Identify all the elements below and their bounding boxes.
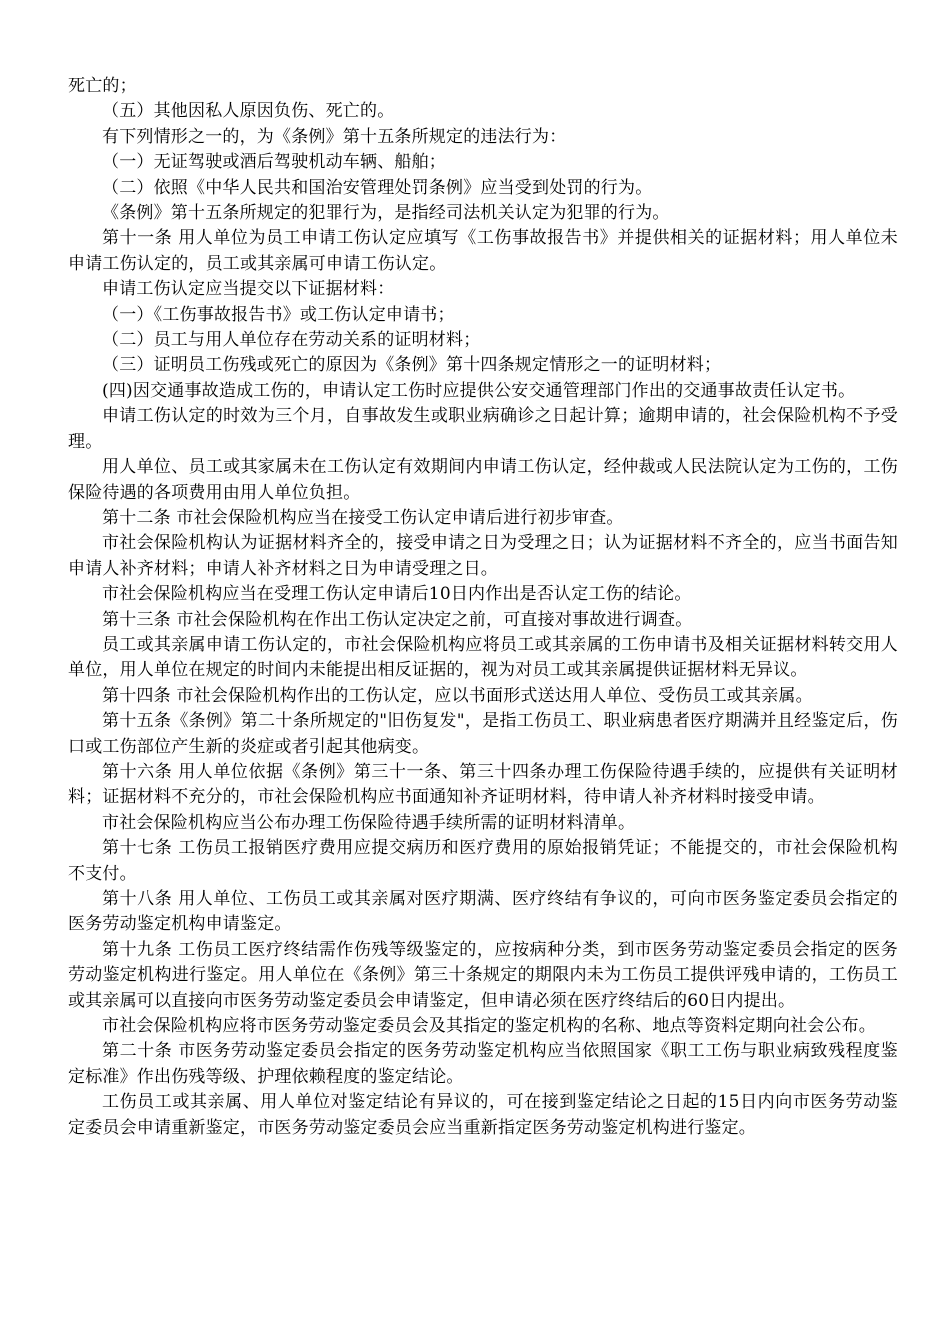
paragraph: 死亡的；	[68, 76, 137, 96]
paragraph: 市社会保险机构应当公布办理工伤保险待遇手续所需的证明材料清单。	[102, 812, 636, 833]
article-14-paragraph: 第十四条 市社会保险机构作出的工伤认定，应以书面形式送达用人单位、受伤员工或其亲属。	[102, 685, 813, 706]
article-11-paragraph: 第十一条 用人单位为员工申请工伤认定应填写《工伤事故报告书》并提供相关的证据材料；用人单位未申请工伤认定的，员工或其亲属可申请工伤认定。	[68, 228, 898, 274]
article-20-paragraph: 第二十条 市医务劳动鉴定委员会指定的医务劳动鉴定机构应当依照国家《职工工伤与职业病致残程度鉴定标准》作出伤残等级、护理依赖程度的鉴定结论。	[68, 1041, 898, 1087]
article-13-paragraph: 第十三条 市社会保险机构在作出工伤认定决定之前，可直接对事故进行调查。	[102, 609, 693, 630]
paragraph: （五）其他因私人原因负伤、死亡的。	[102, 101, 395, 122]
paragraph: 用人单位、员工或其家属未在工伤认定有效期间内申请工伤认定，经仲裁或人民法院认定为工伤的，工伤保险待遇的各项费用由用人单位负担。	[68, 457, 898, 503]
paragraph: 《条例》第十五条所规定的犯罪行为，是指经司法机关认定为犯罪的行为。	[102, 203, 670, 224]
paragraph: 市社会保险机构应当在受理工伤认定申请后10日内作出是否认定工伤的结论。	[102, 584, 692, 605]
paragraph: 市社会保险机构认为证据材料齐全的，接受申请之日为受理之日；认为证据材料不齐全的，应当书面告知申请人补齐材料；申请人补齐材料之日为申请受理之日。	[68, 533, 898, 579]
article-12-paragraph: 第十二条 市社会保险机构应当在接受工伤认定申请后进行初步审查。	[102, 507, 624, 528]
paragraph: 员工或其亲属申请工伤认定的，市社会保险机构应将员工或其亲属的工伤申请书及相关证据材料转交用人单位，用人单位在规定的时间内未能提出相反证据的，视为对员工或其亲属提供证据材料无异议。	[68, 634, 898, 681]
paragraph: （二）依照《中华人民共和国治安管理处罚条例》应当受到处罚的行为。	[102, 177, 653, 198]
paragraph: (四)因交通事故造成工伤的，申请认定工伤时应提供公安交通管理部门作出的交通事故责任认定书。	[102, 380, 856, 401]
paragraph: 市社会保险机构应将市医务劳动鉴定委员会及其指定的鉴定机构的名称、地点等资料定期向社会公布。	[102, 1016, 876, 1037]
article-15-paragraph: 第十五条《条例》第二十条所规定的"旧伤复发"，是指工伤员工、职业病患者医疗期满并且经鉴定后，伤口或工伤部位产生新的炎症或者引起其他病变。	[68, 711, 898, 757]
paragraph: （二）员工与用人单位存在劳动关系的证明材料；	[102, 330, 481, 351]
paragraph: 工伤员工或其亲属、用人单位对鉴定结论有异议的，可在接到鉴定结论之日起的15日内向市医务劳动鉴定委员会申请重新鉴定，市医务劳动鉴定委员会应当重新指定医务劳动鉴定机构进行鉴定。	[68, 1092, 898, 1138]
paragraph: 申请工伤认定应当提交以下证据材料：	[102, 279, 395, 300]
document-page	[68, 74, 898, 1141]
paragraph: （一）《工伤事故报告书》或工伤认定申请书；	[102, 304, 455, 325]
paragraph: （一）无证驾驶或酒后驾驶机动车辆、船舶；	[102, 152, 446, 173]
article-17-paragraph: 第十七条 工伤员工报销医疗费用应提交病历和医疗费用的原始报销凭证；不能提交的，市社会保险机构不支付。	[68, 838, 898, 884]
paragraph: （三）证明员工伤残或死亡的原因为《条例》第十四条规定情形之一的证明材料；	[102, 355, 722, 376]
article-16-paragraph: 第十六条 用人单位依据《条例》第三十一条、第三十四条办理工伤保险待遇手续的，应提供有关证明材料；证据材料不充分的，市社会保险机构应书面通知补齐证明材料，待申请人补齐材料时接受申请。	[68, 761, 898, 808]
paragraph: 有下列情形之一的，为《条例》第十五条所规定的违法行为：	[102, 126, 567, 147]
article-18-paragraph: 第十八条 用人单位、工伤员工或其亲属对医疗期满、医疗终结有争议的，可向市医务鉴定委员会指定的医务劳动鉴定机构申请鉴定。	[68, 889, 898, 935]
paragraph: 申请工伤认定的时效为三个月，自事故发生或职业病确诊之日起计算；逾期申请的，社会保险机构不予受理。	[68, 406, 898, 452]
article-19-paragraph: 第十九条 工伤员工医疗终结需作伤残等级鉴定的，应按病种分类，到市医务劳动鉴定委员会指定的医务劳动鉴定机构进行鉴定。用人单位在《条例》第三十条规定的期限内未为工伤员工提供评残申请的，工伤员工或其亲属可以直接向市医务劳动鉴定委员会申请鉴定，但申请必须在医疗终结后的60日内提出。	[68, 939, 898, 1011]
